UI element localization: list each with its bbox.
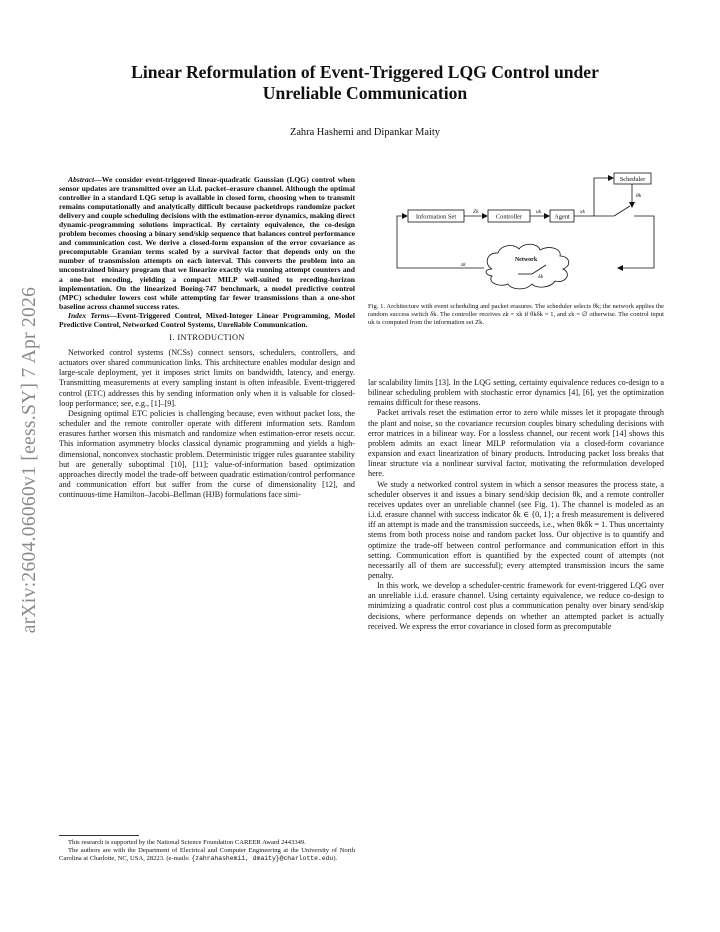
- intro-paragraph-1: Networked control systems (NCSs) connect sensors, schedulers, controllers, and actuators over shared communication links. This architecture enables modular design and large-scale deployment, yet it imposes strict limits on bandwidth, latency, and energy. Transmitting measurements at every sampling instant is often infeasible. Event-triggered control (ETC) addresses this by sending information only when it is valuable for closed-loop performance; see, e.g., [1]–[9].: [59, 347, 355, 408]
- index-terms-text: —Event-Triggered Control, Mixed-Integer Linear Programming, Model Predictive Control, Networked Control Systems, Unreliable Communication.: [59, 310, 355, 329]
- right-column: [368, 378, 664, 632]
- information-set-label: Information Set: [415, 213, 457, 221]
- figure-architecture-diagram: [368, 172, 664, 300]
- agent-label: Agent: [554, 213, 570, 221]
- abstract: [59, 175, 355, 311]
- abstract-label: Abstract: [68, 175, 95, 184]
- xk-label: xk: [580, 209, 585, 215]
- zk-received-label: zk: [461, 262, 466, 268]
- zk-set-label: Zk: [473, 209, 479, 215]
- intro-paragraph-5: We study a networked control system in which a sensor measures the process state, a scheduler observes it and issues a binary send/skip decision θk, and a remote controller receives updates over an unreliable channel (see Fig. 1). The channel is modeled as an i.i.d. erasure channel with success indicator δk ∈ {0, 1}; a fresh measurement is delivered iff an attempt is made and the transmission succeeds, i.e., when θkδk = 1. Thus uncertainty stems from both process noise and random packet loss. Our objective is to quantify and optimize the trade-off between control performance and communication effort in this setting. Communication effort is quantified by the expected count of attempts (not necessarily all of them are successful); every attempted transmission incurs the same penalty.: [368, 479, 664, 580]
- arxiv-stamp-text: arXiv:2604.06060v1 [eess.SY] 7 Apr 2026: [19, 286, 40, 634]
- index-terms-label: Index Terms: [68, 310, 110, 320]
- figure-caption: Fig. 1. Architecture with event scheduling and packet erasures. The scheduler selects θk; the network applies the random success switch δk. The controller receives zk = xk if θkδk = 1, and zk = ∅ otherwise. The control input uk is computed from the information set Zk.: [368, 303, 664, 327]
- uk-label: uk: [536, 209, 542, 215]
- footnote-affiliation: [59, 847, 355, 863]
- intro-paragraph-4: Packet arrivals reset the estimation error to zero while misses let it propagate through the plant and noise, so the covariance recursion couples binary scheduling decisions with error matrices in a bilinear way. For a lossless channel, our recent work [14] shows this problem admits an exact linear MILP reformulation via a closed-form covariance expansion and exact linearization of binary products. Introducing packet loss breaks that linear structure via a nonlinear survival factor, motivating the reformulation developed here.: [368, 408, 664, 479]
- intro-paragraph-2: Designing optimal ETC policies is challenging because, even without packet loss, the scheduler and the remote controller operate with different information sets. Random erasures further worsen this mismatch and randomize when estimation-error resets occur. This information asymmetry blocks classical dynamic programming and yields a high-dimensional, nonconvex stochastic problem. Deterministic trigger rules guarantee stability but are generally suboptimal [10], [11]; value-of-information based optimization approaches directly model the trade-off between quadratic estimation/control performance and communication effort but suffer from the curse of dimensionality [12], and continuous-time Hamilton–Jacobi–Bellman (HJB) formulations face simi-: [59, 408, 355, 500]
- footnote-affiliation-end: ).: [333, 855, 338, 862]
- theta-label: θk: [636, 193, 642, 199]
- footnote-emails: {zahrahashemi1, dmaity}@charlotte.edu: [191, 855, 334, 862]
- author-list: Zahra Hashemi and Dipankar Maity: [289, 127, 441, 138]
- title-line-2: Unreliable Communication: [262, 83, 468, 103]
- intro-paragraph-3: lar scalability limits [13]. In the LQG setting, certainty equivalence reduces co-design to a bilinear scheduling problem with stochastic error dynamics [4], [6], yet the optimization remains difficult for these reasons.: [368, 378, 664, 408]
- abstract-text: —We consider event-triggered linear-quadratic Gaussian (LQG) control when sensor updates are transmitted over an i.i.d. packet–erasure channel. Although the optimal controller in a standard LQG setup is available in closed form, choosing when to transmit remains computationally and analytically difficult because packetdrops randomize packet delivery and couple scheduling decisions with the estimation-error dynamics, making direct dynamic-programming solutions impractical. By certainty equivalence, the co-design problem becomes choosing a binary send/skip sequence that balances control performance and communication cost. We derive a closed-form expansion of the error covariance as precomputable Gramian terms scaled by a survival factor that depends only on the number of transmission attempts on each interval. This converts the problem into an unconstrained binary program that we linearize exactly via running attempt counters and a one-hot encoding, yielding a compact MILP well-suited to receding-horizon implementation. On the linearized Boeing-747 benchmark, a model predictive control (MPC) scheduler lowers cost while attempting far fewer transmissions than a one-shot baseline across channel success rates.: [59, 175, 355, 311]
- footnote-funding: This research is supported by the National Science Foundation CAREER Award 2443349.: [68, 839, 306, 846]
- section-heading-introduction: I. INTRODUCTION: [169, 332, 245, 342]
- intro-paragraph-6: In this work, we develop a scheduler-centric framework for event-triggered LQG over an unreliable i.i.d. erasure channel. Using certainty equivalence, we reduce co-design to minimizing a quadratic control cost plus a communication penalty over binary send/skip decisions, where performance depends on whether an attempted packet is actually received. We express the error covariance in closed form as precomputable: [368, 581, 664, 631]
- scheduler-label: Scheduler: [619, 176, 646, 183]
- footnotes: [59, 835, 355, 863]
- footnote-affiliation-text: The authors are with the Department of Electrical and Computer Engineering at the University of North Carolina at Charlotte, NC, USA, 28223. (e-mails:: [59, 847, 355, 862]
- delta-label: δk: [538, 274, 544, 280]
- title-line-1: Linear Reformulation of Event-Triggered LQG Control under: [131, 62, 599, 82]
- network-label: Network: [514, 257, 538, 263]
- index-terms: [59, 311, 355, 329]
- left-column: [59, 175, 355, 500]
- network-cloud: [486, 244, 569, 289]
- footnote-rule: [59, 835, 139, 836]
- arxiv-side-stamp: [10, 250, 50, 670]
- paper-title: [60, 62, 670, 104]
- controller-label: Controller: [495, 213, 523, 221]
